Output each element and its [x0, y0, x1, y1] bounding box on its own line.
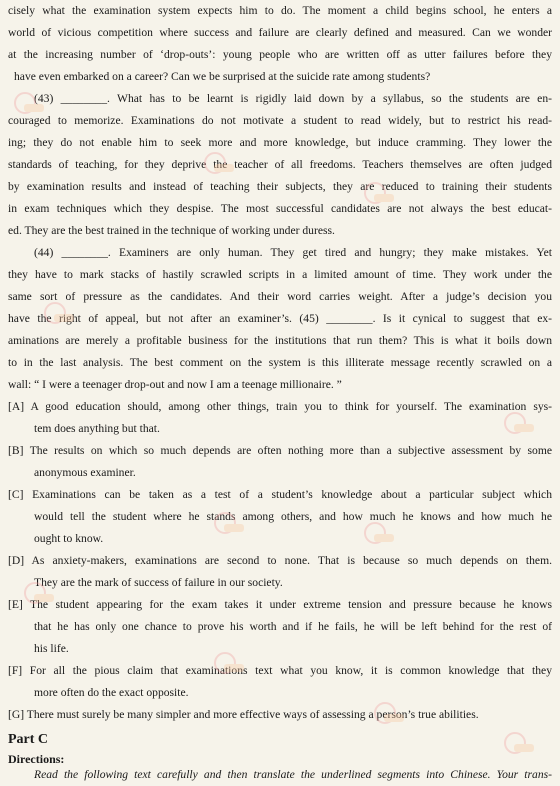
watermark-logo-icon [500, 730, 536, 758]
part-title: Part C [8, 732, 49, 747]
watermark-logo-icon [210, 510, 246, 538]
passage-line-q44: (44) ________. Examiners are only human. They get tired and hungry; they make mistakes. Yet [34, 246, 552, 259]
option-g: [G] There must surely be many simpler and more effective ways of assessing a person’s true abilities. [8, 708, 479, 721]
passage-line: have even embarked on a career? Can we be surprised at the suicide rate among students? [14, 70, 431, 83]
option-d-cont: They are the mark of success of failure in our society. [34, 576, 283, 589]
watermark-logo-icon [10, 90, 46, 118]
option-f-cont: more often do the exact opposite. [34, 686, 189, 699]
option-b: [B] The results on which so much depends are often nothing more than a subjective assessment by some [8, 444, 552, 457]
watermark-logo-icon [20, 580, 56, 608]
passage-line-q43: (43) ________. What has to be learnt is rigidly laid down by a syllabus, so the students are en- [34, 92, 552, 105]
option-a-cont: tem does anything but that. [34, 422, 160, 435]
passage-line: ing; they do not enable him to seek more and more knowledge, but induce cramming. They lower the [8, 136, 552, 149]
passage-line: to in the last analysis. The best comment on the system is this illiterate message recently scrawled on a [8, 356, 552, 369]
option-b-cont: anonymous examiner. [34, 466, 136, 479]
passage-line-q45: have the right of appeal, but not after an examiner’s. (45) ________. Is it cynical to suggest that ex- [8, 312, 552, 325]
option-a: [A] A good education should, among other things, train you to think for yourself. The examination sys- [8, 400, 552, 413]
directions-text: Read the following text carefully and then translate the underlined segments into Chinese. Your trans- [34, 768, 552, 781]
option-e: [E] The student appearing for the exam takes it under extreme tension and pressure because he knows [8, 598, 552, 611]
option-c: [C] Examinations can be taken as a test of a student’s knowledge about a particular subject which [8, 488, 552, 501]
passage-line: world of vicious competition where success and failure are clearly defined and measured. Can we wonder [8, 26, 552, 39]
watermark-logo-icon [200, 150, 236, 178]
passage-line: aminations are merely a profitable business for the institutions that run them? This is what it boils down [8, 334, 552, 347]
watermark-logo-icon [360, 520, 396, 548]
option-e-cont: his life. [34, 642, 69, 655]
watermark-logo-icon [40, 300, 76, 328]
option-c-cont: ought to know. [34, 532, 104, 545]
passage-line: at the increasing number of ‘drop-outs’: young people who are written off as utter failures before they [8, 48, 552, 61]
watermark-logo-icon [360, 180, 396, 208]
directions-label: Directions: [8, 752, 65, 766]
passage-line: ed. They are the best trained in the technique of working under duress. [8, 224, 335, 237]
passage-line: cisely what the examination system expects him to do. The moment a child begins school, he enters a [8, 4, 552, 17]
passage-line: they have to mark stacks of hastily scrawled scripts in a limited amount of time. They work under the [8, 268, 552, 281]
watermark-logo-icon [210, 650, 246, 678]
option-d: [D] As anxiety-makers, examinations are second to none. That is because so much depends on them. [8, 554, 552, 567]
passage-line: in exam techniques which they despise. The most successful candidates are not always the best educat- [8, 202, 552, 215]
watermark-logo-icon [370, 700, 406, 728]
watermark-logo-icon [500, 410, 536, 438]
passage-line: wall: “ I were a teenager drop-out and now I am a teenage millionaire. ” [8, 378, 342, 391]
passage-line: by examination results and instead of teaching their subjects, they are reduced to training their students [8, 180, 552, 193]
option-e-cont: that he has only one chance to prove his worth and if he fails, he will be left behind for the rest of [34, 620, 552, 633]
passage-line: standards of teaching, for they deprive the teacher of all freedoms. Teachers themselves are often judged [8, 158, 552, 171]
option-c-cont: would tell the student where he stands among others, and how much he knows and how much he [34, 510, 552, 523]
option-f: [F] For all the pious claim that examinations text what you know, it is common knowledge that they [8, 664, 552, 677]
passage-line: same sort of pressure as the candidates. And their word carries weight. After a judge’s decision you [8, 290, 552, 303]
passage-line: couraged to memorize. Examinations do not motivate a student to read widely, but to restrict his read- [8, 114, 552, 127]
